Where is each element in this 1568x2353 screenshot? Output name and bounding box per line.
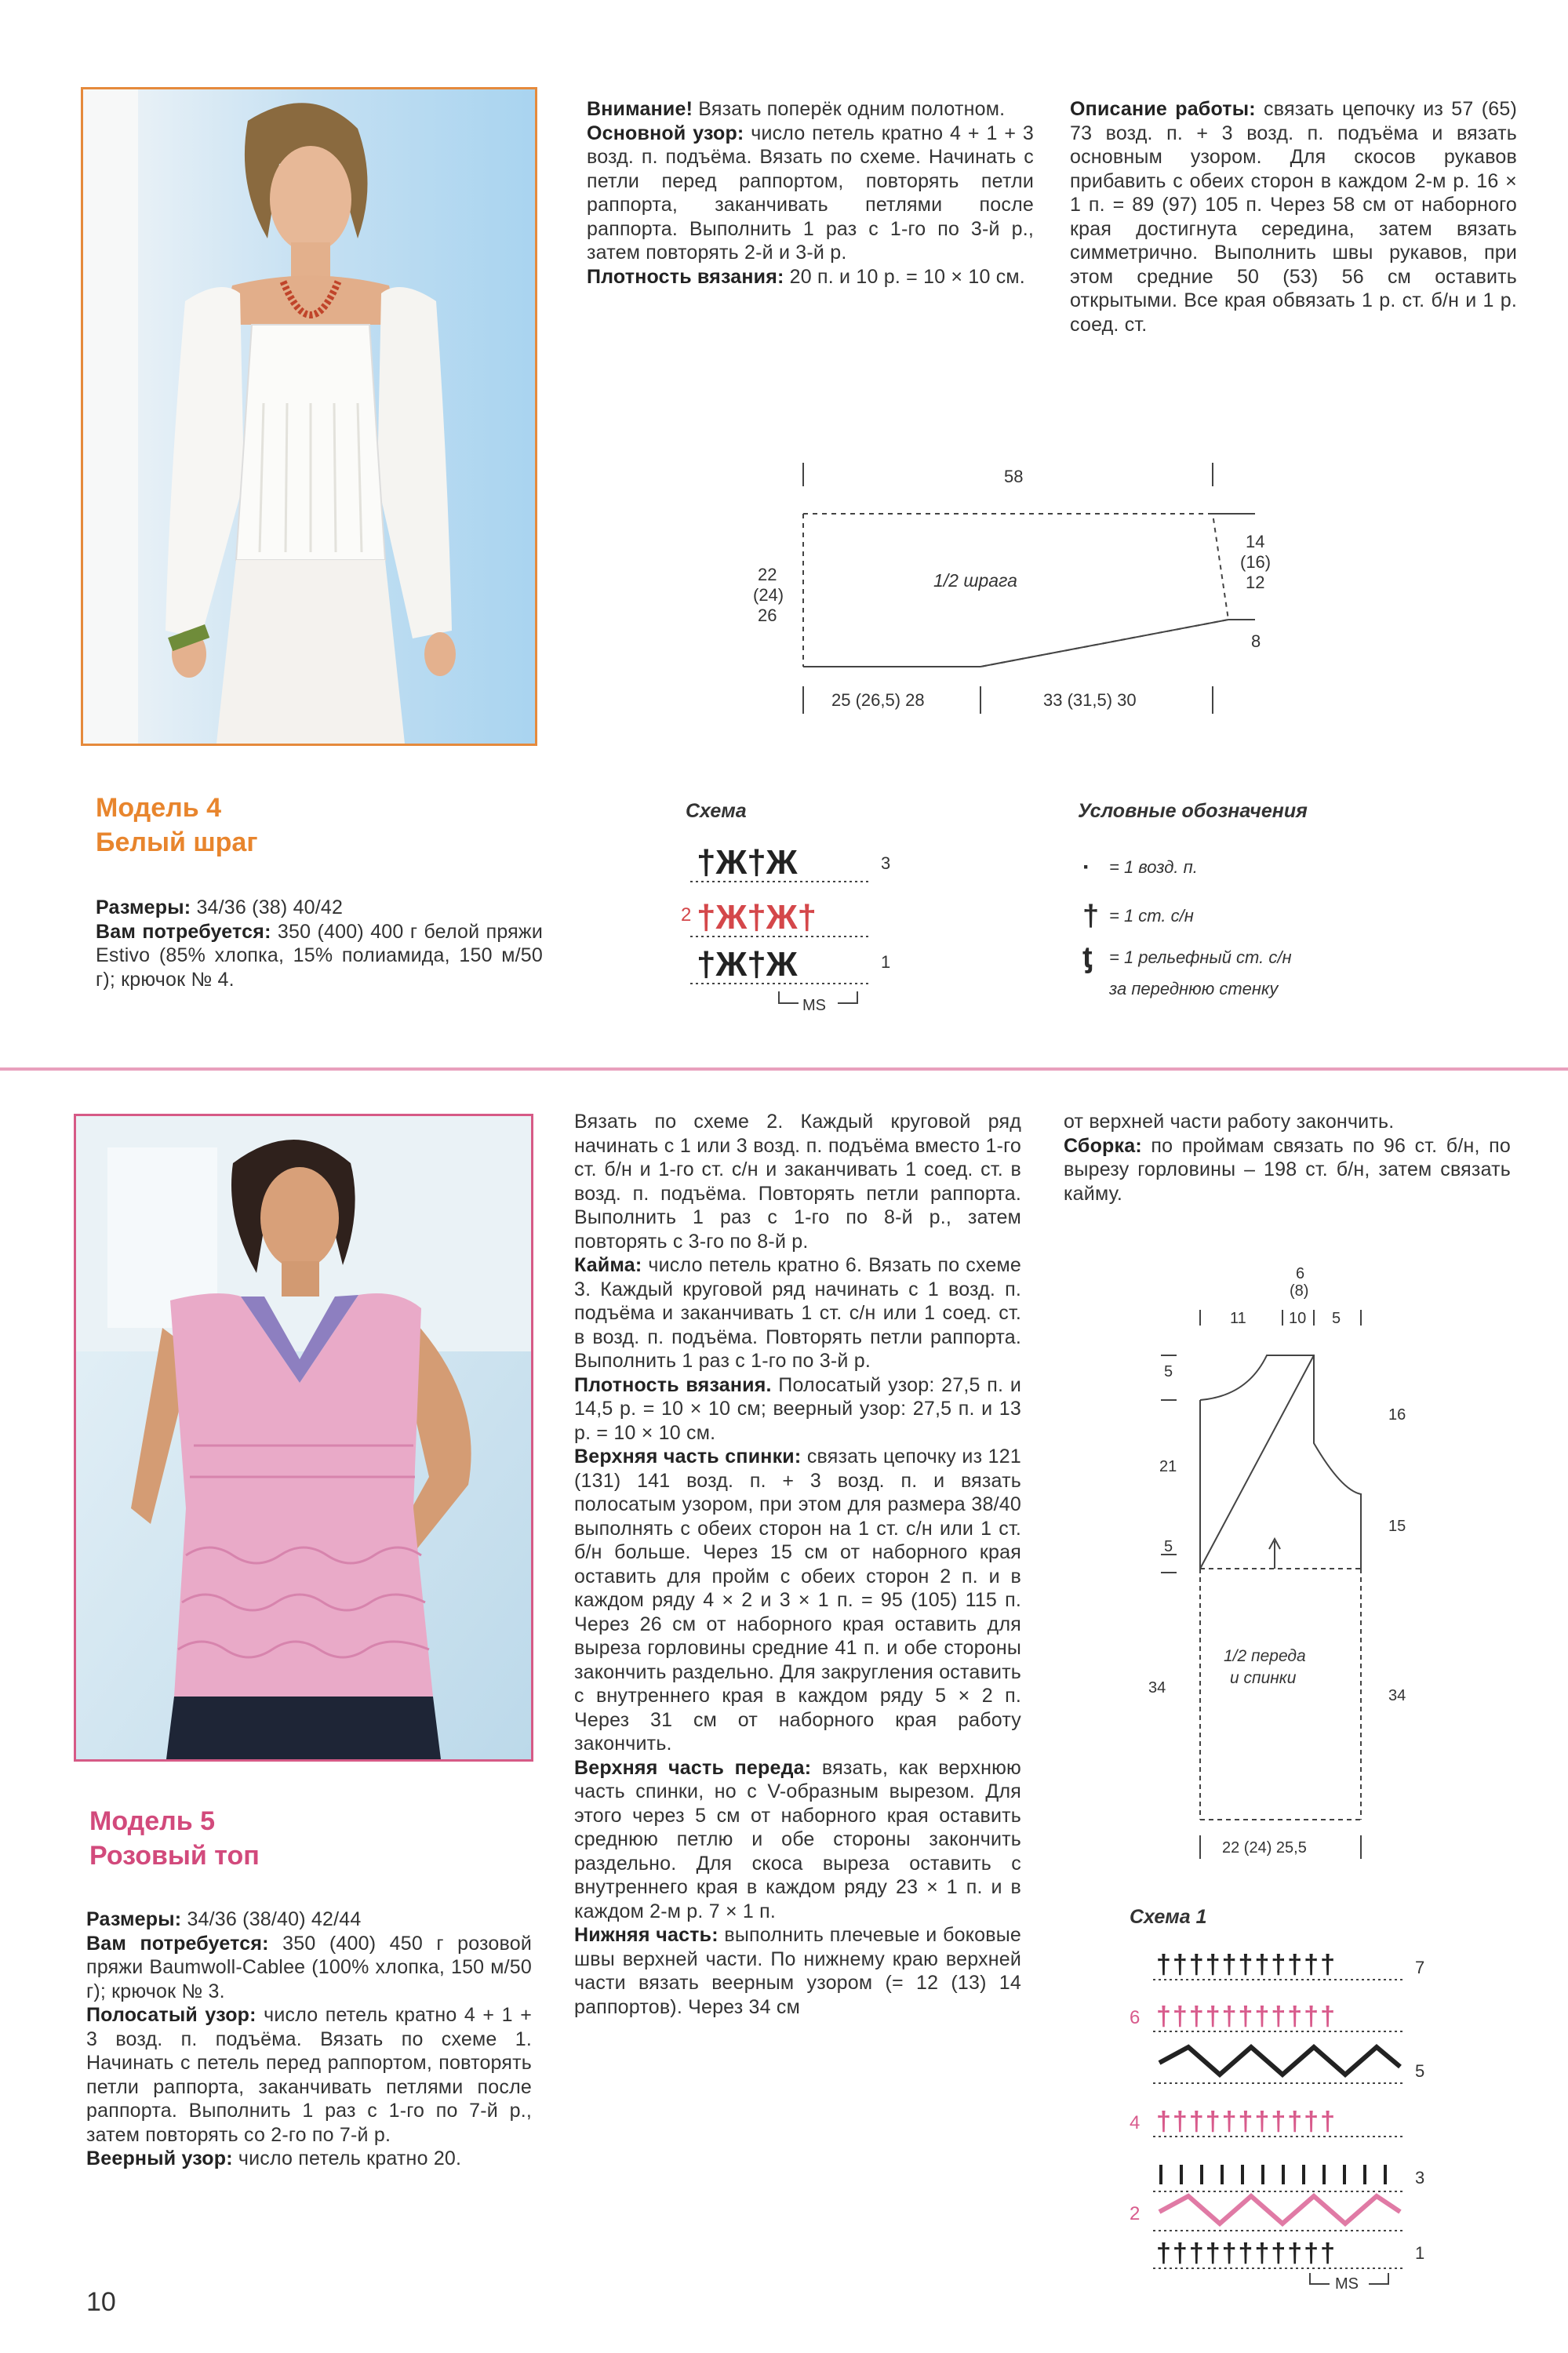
diagram5-left-5a: 5 [1164,1363,1173,1380]
diagram5-right-16: 16 [1388,1406,1406,1424]
diagram5-top-6: 6 [1296,1265,1305,1282]
model5-col2-intro: Вязать по схеме 2. Каждый круговой ряд начинать с 1 или 3 возд. п. подъёма вместо 1-го ст. б/н и 1-го ст. с/н и заканчивать 1 соед. ст. в возд. п. подъёма. Повторять петли раппорта. Выполнить 1 раз с 1-го по 8-й р., затем повторять с 3-го по 8-й р. [574,1111,1021,1253]
chart1-label-7: 7 [1415,1958,1425,1977]
model5-schematic [1130,1263,1428,1867]
model4-attention-label: Внимание! [587,98,693,120]
chain-stitch-icon: · [1082,854,1090,880]
model5-sizes-label: Размеры: [86,1908,182,1930]
model5-striped-label: Полосатый узор: [86,2004,256,2026]
model4-pattern-label: Основной узор: [587,122,744,144]
model4-column2 [587,97,1034,289]
diagram5-center-1: 1/2 переда [1224,1647,1306,1665]
diagram5-top-11: 11 [1230,1310,1246,1327]
model5-photo [74,1114,533,1762]
chart1-label-3: 3 [1415,2168,1425,2188]
model4-column3 [1070,97,1517,336]
model5-col3-intro: от верхней части работу закончить. [1064,1111,1395,1133]
legend-item-relief [1082,940,1412,975]
model5-title [89,1804,260,1873]
model5-fan-value: число петель кратно 20. [232,2148,462,2169]
model4-specs [96,896,543,991]
legend-text-relief: = 1 рельефный ст. с/н [1109,947,1292,967]
chart1-ms: MS [1335,2275,1359,2290]
chart1-row1: ††††††††††† [1156,2238,1337,2268]
legend-title: Условные обозначения [1078,800,1308,822]
model4-desc-value: связать цепочку из 57 (65) 73 возд. п. + 3 возд. п. подъёма и вязать основным узором. Для скосов рукавов прибавить с обеих сторон в каждом 2-м р. 16 × 1 п. = 89 (97) 105 п. Через 58 см от наборного края достигнута середина, затем вязать симметрично. Выполнить швы рукавов, при этом средние 50 (53) 56 см оставить открытыми. Все края обвязать 1 р. ст. б/н и 1 р. соед. ст. [1070,98,1517,336]
model4-density-label: Плотность вязания: [587,265,784,288]
model5-back-label: Верхняя часть спинки: [574,1446,802,1467]
model4-title-line1: Модель 4 [96,793,221,823]
model4-attention-value: Вязать поперёк одним полотном. [693,98,1006,120]
legend-list [1082,843,1412,1003]
model5-column2 [574,1110,1021,2019]
diagram5-top-10: 10 [1289,1310,1307,1327]
model5-column3 [1064,1110,1511,1206]
model4-pattern-value: число петель кратно 4 + 1 + 3 возд. п. подъёма. Вязать по схеме. Начинать с петли перед раппортом, повторять петли раппорта, заканчивать петлями после раппорта. Выполнить 1 раз с 1-го по 3-й р., затем повторять 2-й и 3-й р. [587,122,1035,264]
legend-text-relief-cont: за переднюю стенку [1109,979,1279,998]
model4-title [96,791,258,860]
model5-back-value: связать цепочку из 121 (131) 141 возд. п. + 3 возд. п. и вязать полосатым узором, при этом для размера 38/40 выполнять с обеих сторон на 1 ст. с/н или 1 ст. б/н больше. Через 15 см от наборного края оставить для пройм с обеих сторон 2 п. и в каждом ряду 4 × 2 и 3 × 1 п. = 95 (105) 115 п. Через 26 см от наборного края оставить для выреза горловины средние 41 п. и обе стороны закончить раздельно. Для закругления оставить с внутреннего края в каждом ряду 5 × 2 п. Через 31 см от наборного края работу закончить. [574,1446,1021,1755]
model5-title-line1: Модель 5 [89,1806,215,1836]
model5-stitch-chart [1130,1945,1459,2290]
chart1-label-2: 2 [1130,2203,1141,2224]
diagram5-right-34: 34 [1388,1687,1406,1704]
model5-need-value: 350 (400) 450 г розовой пряжи Baumwoll-Cablee (100% хлопка, 150 м/50 г); крючок № 3. [86,1932,532,2002]
model4-schema-title: Схема [686,800,747,822]
chart1-row7: ††††††††††† [1156,1950,1337,1980]
diagram-bottom-right: 33 (31,5) 30 [1043,690,1137,710]
diagram5-left-21: 21 [1159,1458,1177,1475]
model4-title-line2: Белый шраг [96,827,258,857]
model5-density-value: Полосатый узор: 27,5 п. и 14,5 р. = 10 × 10 см; веерный узор: 27,5 п. и 13 р. = 10 × 10 см. [574,1373,1021,1444]
relief-stitch-icon: ƫ [1082,940,1093,974]
double-crochet-icon: † [1082,899,1100,933]
model4-need-value: 350 (400) 400 г белой пряжи Estivo (85% хлопка, 15% полиамида, 150 м/50 г); крючок № 4. [96,920,543,991]
model5-need-label: Вам потребуется: [86,1932,269,1955]
model4-desc-label: Описание работы: [1070,98,1256,120]
legend-text-chain: = 1 возд. п. [1109,857,1198,877]
model5-density-label: Плотность вязания. [574,1373,772,1396]
model4-schematic [737,455,1302,729]
legend-text-dc: = 1 ст. с/н [1109,906,1194,926]
diagram5-left-34: 34 [1148,1679,1166,1697]
model5-front-label: Верхняя часть переда: [574,1756,812,1779]
row1-stitches: †Ж†Ж [697,945,798,984]
chart1-label-6: 6 [1130,2007,1141,2028]
model5-fan-label: Веерный узор: [86,2148,233,2169]
diagram-right-12: 12 [1246,573,1265,592]
diagram5-bottom: 22 (24) 25,5 [1222,1839,1307,1857]
diagram-center-label: 1/2 шрага [933,570,1017,591]
diagram-left-26: 26 [758,606,777,625]
chart1-label-5: 5 [1415,2061,1425,2081]
model5-assembly-label: Сборка: [1064,1134,1142,1157]
model4-sizes-label: Размеры: [96,896,191,918]
model5-schema-title: Схема 1 [1130,1906,1207,1928]
model5-title-line2: Розовый топ [89,1841,260,1871]
section-separator [0,1067,1568,1071]
model5-column1 [86,1907,532,2171]
diagram-right-16: (16) [1240,552,1271,572]
row3-stitches: †Ж†Ж [697,843,798,882]
model5-border-value: число петель кратно 6. Вязать по схеме 3. Каждый круговой ряд начинать с 1 возд. п. подъёма и заканчивать 1 ст. с/н или 1 соед. ст. в возд. п. подъёма. Повторять петли раппорта. Выполнить 1 раз с 1-го по 3-й р. [574,1254,1021,1372]
schema-row-1: 1 [881,952,891,972]
diagram5-right-15: 15 [1388,1518,1406,1535]
model5-front-value: вязать, как верхнюю часть спинки, но с V-образным вырезом. Для этого через 5 см от наборного края оставить среднюю петлю и обе стороны закончить раздельно. Для скоса выреза оставить с внутреннего края в каждом ряду 23 × 1 п. и в каждом 2-м р. 7 × 1 п. [574,1756,1021,1922]
chart1-row4: ††††††††††† [1156,2107,1337,2137]
schema-row-3: 3 [881,853,891,873]
diagram-right-14: 14 [1246,532,1265,551]
schema-ms: MS [802,997,826,1014]
model5-sizes-value: 34/36 (38/40) 42/44 [181,1908,362,1930]
model5-lower-value: выполнить плечевые и боковые швы верхней части. По нижнему краю верхней части вязать веерным узором (= 12 (13) 14 раппортов). Через 34 см [574,1924,1021,2018]
legend-item-relief-cont [1082,975,1412,1003]
chart1-label-1: 1 [1415,2243,1425,2263]
model5-striped-value: число петель кратно 4 + 1 + 3 возд. п. подъёма. Вязать по схеме 1. Начинать с петель перед раппортом, повторять петли раппорта, заканчивать петлями после раппорта. Выполнить 1 раз с 1-го по 7-й р., затем повторять со 2-го по 7-й р. [86,2004,532,2146]
model4-need-label: Вам потребуется: [96,920,271,943]
model5-border-label: Кайма: [574,1254,642,1276]
page-number: 10 [86,2287,116,2317]
diagram5-center-2: и спинки [1230,1669,1297,1687]
model5-lower-label: Нижняя часть: [574,1924,719,1946]
row2-stitches: †Ж†Ж† [697,898,817,936]
legend-item-chain [1082,843,1412,892]
diagram5-top-5: 5 [1332,1310,1341,1327]
diagram-right-8: 8 [1251,631,1261,651]
model4-stitch-chart [681,835,916,1023]
model4-photo [81,87,537,746]
diagram-left-22: 22 [758,565,777,584]
model4-sizes-value: 34/36 (38) 40/42 [191,896,344,918]
diagram-top-58: 58 [1004,467,1024,486]
diagram-bottom-left: 25 (26,5) 28 [831,690,925,710]
diagram5-top-8: (8) [1290,1282,1309,1300]
schema-row-2: 2 [681,904,692,926]
diagram5-left-5b: 5 [1164,1538,1173,1555]
chart1-label-4: 4 [1130,2112,1141,2133]
model5-assembly-value: по проймам связать по 96 ст. б/н, по вырезу горловины – 198 ст. б/н, затем связать кайму. [1064,1134,1511,1205]
legend-item-dc [1082,892,1412,940]
model4-density-value: 20 п. и 10 р. = 10 × 10 см. [784,265,1025,288]
diagram-left-24: (24) [753,585,784,605]
chart1-row6: ††††††††††† [1156,2002,1337,2031]
